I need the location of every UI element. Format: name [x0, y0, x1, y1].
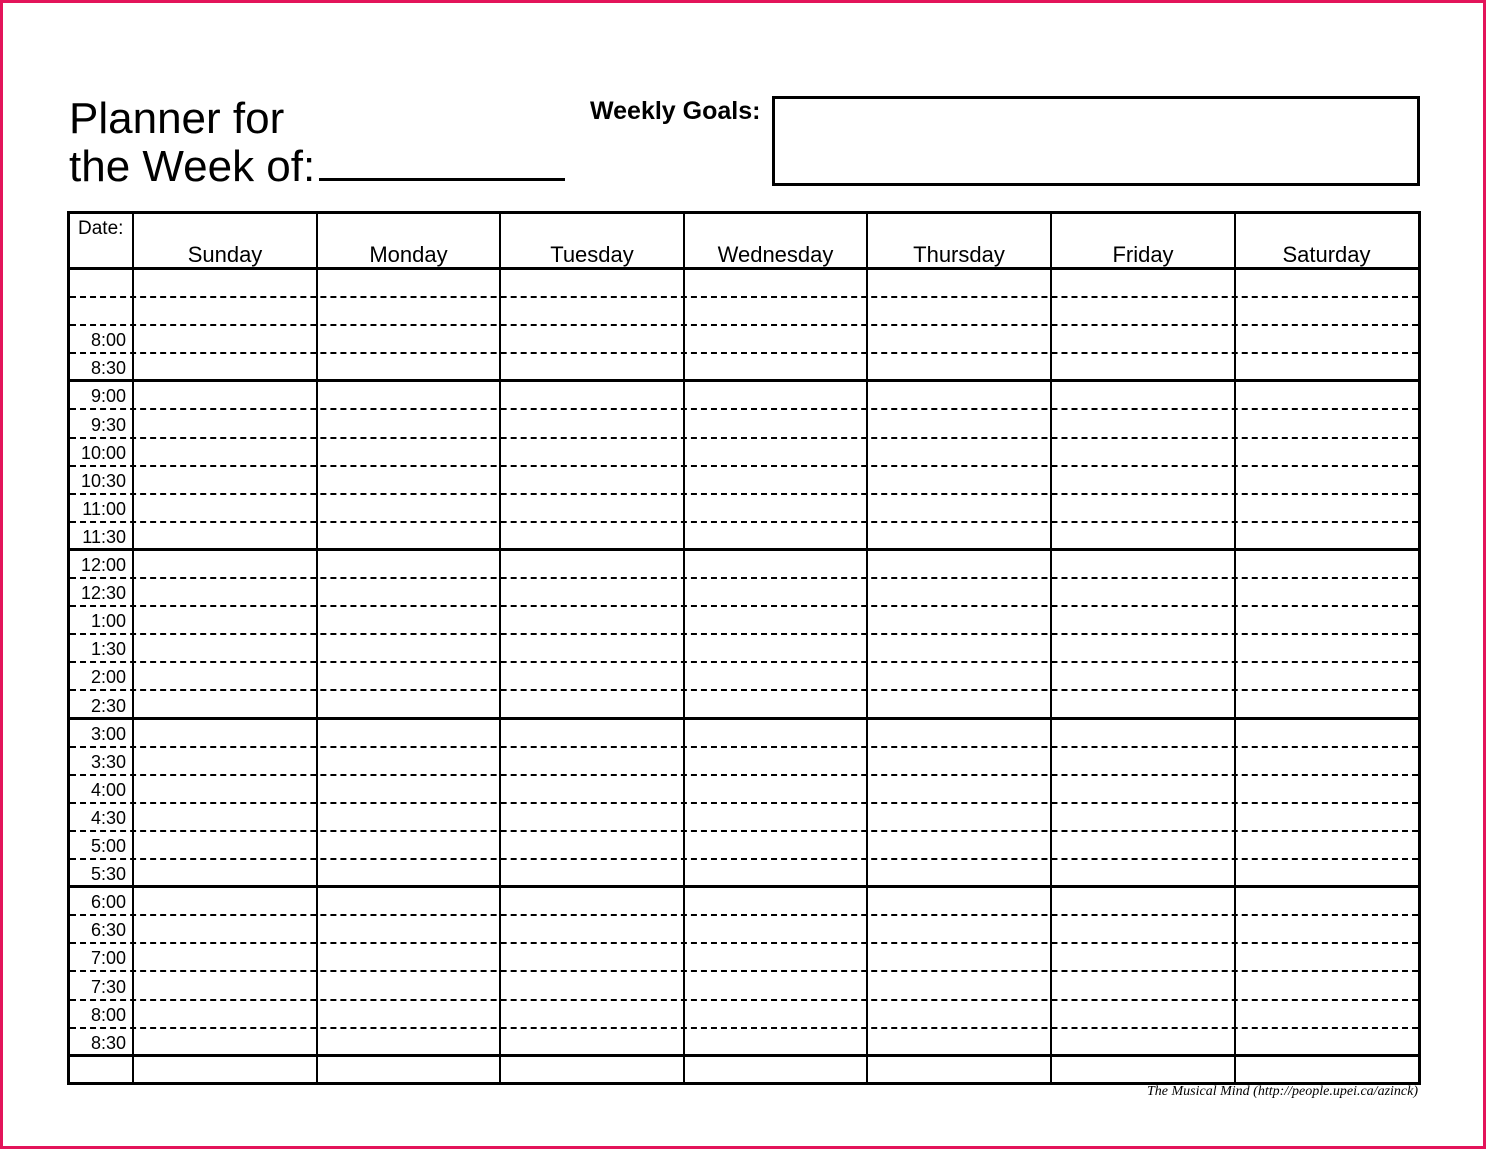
time-row[interactable]	[70, 832, 1418, 860]
day-header-tuesday: Tuesday	[550, 242, 634, 267]
time-label: 1:30	[90, 639, 126, 660]
time-row[interactable]	[70, 748, 1418, 776]
time-row[interactable]	[70, 411, 1418, 439]
day-header-sunday: Sunday	[187, 242, 263, 267]
title-line-2: the Week of:	[69, 142, 316, 191]
page-title	[69, 96, 565, 190]
time-label: 4:30	[90, 807, 126, 828]
time-label: 8:30	[90, 1032, 126, 1053]
time-row[interactable]	[70, 467, 1418, 495]
weekly-goals-label: Weekly Goals:	[590, 97, 761, 125]
time-row[interactable]	[70, 551, 1418, 579]
date-label: Date:	[78, 218, 124, 239]
time-row[interactable]	[70, 354, 1418, 382]
column-divider	[866, 214, 868, 1082]
column-divider	[1050, 214, 1052, 1082]
time-row[interactable]	[70, 973, 1418, 1001]
footer-credit: The Musical Mind (http://people.upei.ca/azinck)	[1147, 1084, 1418, 1099]
time-row[interactable]	[70, 804, 1418, 832]
week-of-blank[interactable]	[319, 142, 565, 181]
time-row[interactable]	[70, 916, 1418, 944]
time-row[interactable]	[70, 888, 1418, 916]
time-label: 3:00	[90, 723, 126, 744]
time-label: 10:00	[80, 442, 126, 463]
time-label: 6:30	[90, 920, 126, 941]
time-label: 6:00	[90, 892, 126, 913]
time-row[interactable]	[70, 607, 1418, 635]
time-label: 7:00	[90, 948, 126, 969]
time-row[interactable]	[70, 776, 1418, 804]
time-row[interactable]	[70, 579, 1418, 607]
time-row[interactable]	[70, 720, 1418, 748]
time-label: 7:30	[90, 976, 126, 997]
time-row[interactable]	[70, 439, 1418, 467]
time-label: 8:00	[90, 330, 126, 351]
time-label: 12:00	[80, 555, 126, 575]
time-label: 9:00	[90, 386, 126, 407]
day-header-friday: Friday	[1112, 242, 1174, 267]
day-header-thursday: Thursday	[913, 242, 1005, 267]
time-row[interactable]	[70, 382, 1418, 410]
time-label: 5:30	[90, 864, 126, 885]
time-row[interactable]	[70, 944, 1418, 972]
time-row[interactable]	[70, 860, 1418, 888]
time-row[interactable]	[70, 495, 1418, 523]
day-header-monday: Monday	[369, 242, 448, 267]
day-header-wednesday: Wednesday	[717, 242, 834, 267]
time-label: 11:00	[82, 498, 126, 519]
weekly-goals-box[interactable]	[772, 96, 1420, 186]
time-label: 11:30	[82, 526, 126, 547]
time-label: 2:30	[90, 695, 126, 716]
time-label: 9:30	[90, 414, 126, 435]
column-divider	[132, 214, 134, 1082]
time-label: 2:00	[90, 667, 126, 688]
time-label: 4:00	[90, 779, 126, 800]
time-label: 8:00	[90, 1004, 126, 1025]
time-row[interactable]	[70, 270, 1418, 298]
title-line-1: Planner for	[69, 94, 285, 143]
time-row[interactable]	[70, 298, 1418, 326]
planner-table	[67, 211, 1421, 1085]
time-label: 10:30	[80, 470, 126, 491]
time-row[interactable]	[70, 523, 1418, 551]
day-header-saturday: Saturday	[1282, 242, 1371, 267]
time-row[interactable]	[70, 635, 1418, 663]
time-row[interactable]	[70, 1001, 1418, 1029]
column-divider	[1234, 214, 1236, 1082]
time-row[interactable]	[70, 1029, 1418, 1057]
time-row[interactable]	[70, 663, 1418, 691]
time-row[interactable]	[70, 1057, 1418, 1085]
time-label: 1:00	[90, 611, 126, 632]
time-row[interactable]	[70, 326, 1418, 354]
column-divider	[499, 214, 501, 1082]
time-label: 8:30	[90, 358, 126, 379]
time-label: 5:00	[90, 836, 126, 856]
column-divider	[316, 214, 318, 1082]
time-row[interactable]	[70, 692, 1418, 720]
column-divider	[683, 214, 685, 1082]
time-label: 12:30	[80, 583, 126, 604]
time-label: 3:30	[90, 751, 126, 772]
